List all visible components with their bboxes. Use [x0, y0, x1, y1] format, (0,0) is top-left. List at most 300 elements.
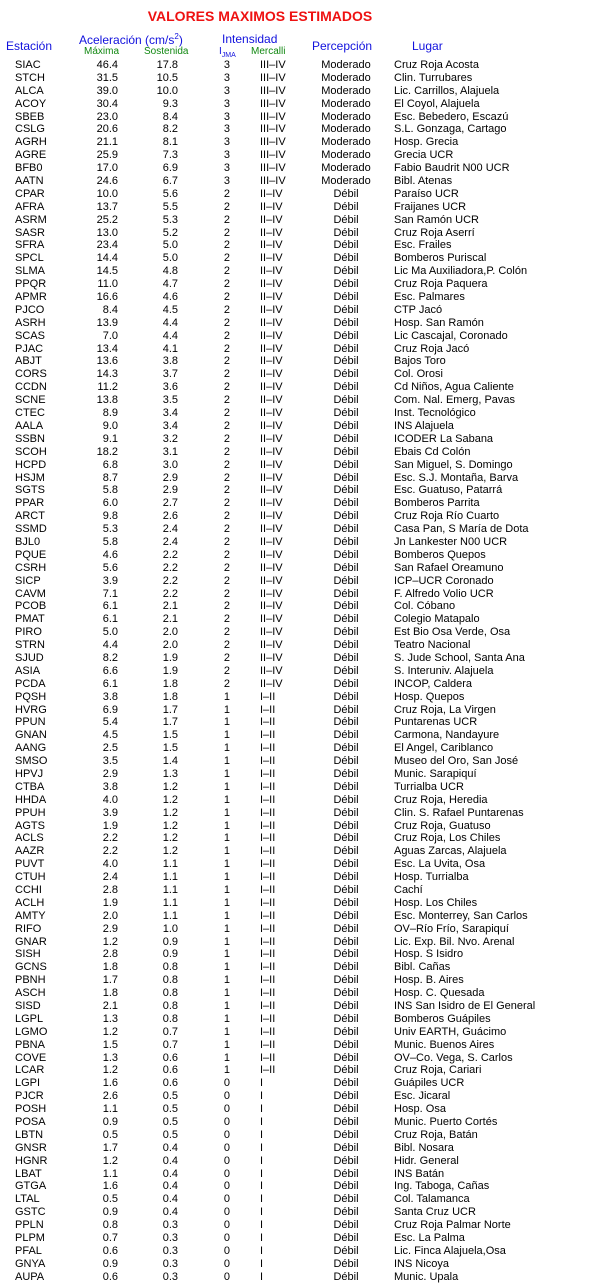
perception: Débil	[333, 1257, 359, 1270]
perception: Débil	[333, 1270, 359, 1283]
location: Cruz Roja Acosta	[394, 59, 479, 71]
table-row	[0, 1193, 590, 1206]
max-acceleration: 3.9	[102, 574, 118, 587]
location: Esc. Monterrey, San Carlos	[394, 909, 528, 922]
perception: Débil	[333, 806, 359, 819]
mercalli-intensity: I–II	[260, 819, 276, 832]
mercalli-intensity: III–IV	[260, 84, 286, 97]
jma-intensity: 1	[223, 755, 230, 768]
sustained-acceleration: 10.0	[156, 84, 178, 97]
station-code: SLMA	[15, 265, 45, 278]
station-code: CAVM	[15, 587, 46, 600]
perception: Débil	[333, 729, 359, 742]
table-row	[0, 987, 590, 1000]
mercalli-intensity: II–IV	[260, 265, 283, 278]
perception: Moderado	[321, 59, 371, 71]
location: Cruz Roja, Heredia	[394, 793, 488, 806]
mercalli-intensity: I–II	[260, 742, 276, 755]
station-code: GNSR	[15, 1141, 47, 1154]
sustained-acceleration: 8.1	[162, 136, 178, 149]
mercalli-intensity: II–IV	[260, 523, 283, 536]
perception: Débil	[333, 548, 359, 561]
jma-intensity: 3	[223, 84, 230, 97]
sustained-acceleration: 1.5	[162, 742, 178, 755]
perception: Débil	[333, 407, 359, 420]
sustained-acceleration: 8.4	[162, 110, 178, 123]
sustained-acceleration: 3.4	[162, 407, 178, 420]
sustained-acceleration: 0.8	[162, 1012, 178, 1025]
max-acceleration: 2.5	[102, 742, 118, 755]
mercalli-intensity: II–IV	[260, 187, 283, 200]
sustained-acceleration: 4.7	[162, 278, 178, 291]
table-row	[0, 459, 590, 472]
header-ijma	[219, 46, 236, 59]
mercalli-intensity: II–IV	[260, 510, 283, 523]
mercalli-intensity: I	[260, 1167, 264, 1180]
table-row	[0, 858, 590, 871]
station-code: AAZR	[15, 845, 45, 858]
station-code: SMSO	[15, 755, 48, 768]
max-acceleration: 4.4	[102, 639, 118, 652]
max-acceleration: 5.8	[102, 484, 118, 497]
perception: Débil	[333, 291, 359, 304]
mercalli-intensity: II–IV	[260, 561, 283, 574]
table-row	[0, 910, 590, 923]
jma-intensity: 1	[223, 1051, 230, 1064]
perception: Débil	[333, 200, 359, 213]
location: ICP–UCR Coronado	[394, 574, 494, 587]
mercalli-intensity: II–IV	[260, 613, 283, 626]
max-acceleration: 6.1	[102, 600, 118, 613]
location: El Angel, Cariblanco	[394, 742, 494, 755]
jma-intensity: 1	[223, 909, 230, 922]
location: Cachí	[394, 884, 423, 896]
perception: Débil	[333, 239, 359, 252]
perception: Débil	[333, 535, 359, 548]
station-code: LBTN	[15, 1128, 44, 1141]
location: Colegio Matapalo	[394, 613, 480, 626]
max-acceleration: 0.9	[102, 1116, 118, 1129]
station-code: PIRO	[15, 626, 42, 639]
max-acceleration: 11.0	[97, 278, 118, 291]
location: Hosp. Quepos	[394, 690, 465, 703]
jma-intensity: 0	[223, 1244, 230, 1257]
max-acceleration: 1.5	[102, 1038, 118, 1051]
mercalli-intensity: I	[260, 1232, 264, 1245]
max-acceleration: 1.1	[102, 1167, 118, 1180]
mercalli-intensity: III–IV	[260, 175, 286, 188]
sustained-acceleration: 3.4	[162, 419, 178, 432]
location: Santa Cruz UCR	[394, 1206, 476, 1219]
table-row	[0, 330, 590, 343]
header-acceleration-exponent: 2	[174, 32, 179, 41]
station-code: PPAR	[15, 497, 45, 510]
mercalli-intensity: II–IV	[260, 213, 283, 226]
table-row	[0, 343, 590, 356]
station-code: SSMD	[15, 523, 47, 536]
table-row	[0, 59, 590, 72]
station-code: SCOH	[15, 445, 47, 458]
mercalli-intensity: I–II	[260, 845, 276, 858]
sustained-acceleration: 1.2	[162, 832, 178, 845]
mercalli-intensity: III–IV	[260, 97, 286, 110]
table-row	[0, 111, 590, 124]
location: Lic Ma Auxiliadora,P. Colón	[394, 265, 528, 278]
mercalli-intensity: II–IV	[260, 342, 283, 355]
mercalli-intensity: II–IV	[260, 407, 283, 420]
location: Cruz Roja Jacó	[394, 342, 470, 355]
sustained-acceleration: 5.2	[162, 226, 178, 239]
perception: Débil	[333, 303, 359, 316]
mercalli-intensity: I–II	[260, 922, 276, 935]
mercalli-intensity: III–IV	[260, 136, 286, 149]
jma-intensity: 1	[223, 987, 230, 1000]
max-acceleration: 23.0	[96, 110, 118, 123]
station-code: SPCL	[15, 252, 44, 265]
station-code: ACLS	[15, 832, 44, 845]
location: Col. Orosi	[394, 368, 443, 381]
mercalli-intensity: I–II	[260, 1000, 276, 1013]
perception: Débil	[333, 626, 359, 639]
location: Esc. Bebedero, Escazú	[394, 110, 509, 123]
station-code: SISH	[15, 948, 41, 961]
max-acceleration: 0.5	[102, 1128, 118, 1141]
jma-intensity: 1	[223, 922, 230, 935]
perception: Débil	[333, 922, 359, 935]
max-acceleration: 14.5	[96, 265, 118, 278]
max-acceleration: 0.6	[102, 1244, 118, 1257]
mercalli-intensity: I	[260, 1270, 264, 1283]
location: Aguas Zarcas, Alajuela	[394, 845, 507, 858]
sustained-acceleration: 6.9	[162, 162, 178, 175]
station-code: CSLG	[15, 123, 45, 136]
max-acceleration: 8.4	[102, 303, 118, 316]
jma-intensity: 0	[223, 1193, 230, 1206]
location: Esc. Guatuso, Patarrá	[394, 484, 503, 497]
location: Bomberos Parrita	[394, 497, 480, 510]
station-code: ABJT	[15, 355, 42, 368]
perception: Débil	[333, 278, 359, 291]
jma-intensity: 2	[223, 342, 230, 355]
location: INS Batán	[394, 1167, 445, 1180]
mercalli-intensity: I–II	[260, 767, 276, 780]
mercalli-intensity: I–II	[260, 780, 276, 793]
header-sostenida: Sostenida	[144, 46, 189, 57]
max-acceleration: 1.7	[102, 974, 118, 987]
location: Hidr. General	[394, 1154, 459, 1167]
perception: Moderado	[321, 71, 371, 84]
perception: Débil	[333, 497, 359, 510]
table-row	[0, 832, 590, 845]
location: Clin. Turrubares	[394, 71, 473, 84]
max-acceleration: 5.6	[102, 561, 118, 574]
max-acceleration: 2.6	[102, 1090, 118, 1103]
location: Esc. La Uvita, Osa	[394, 858, 486, 871]
location: San Miguel, S. Domingo	[394, 458, 513, 471]
table-row	[0, 497, 590, 510]
mercalli-intensity: I–II	[260, 1051, 276, 1064]
jma-intensity: 3	[223, 149, 230, 162]
mercalli-intensity: II–IV	[260, 664, 283, 677]
sustained-acceleration: 0.3	[162, 1244, 178, 1257]
table-row	[0, 1155, 590, 1168]
perception: Débil	[333, 909, 359, 922]
perception: Débil	[333, 329, 359, 342]
sustained-acceleration: 17.8	[156, 59, 178, 71]
perception: Débil	[333, 858, 359, 871]
location: Hosp. Grecia	[394, 136, 459, 149]
station-code: ASRH	[15, 316, 46, 329]
station-code: ACLH	[15, 896, 45, 909]
perception: Moderado	[321, 110, 371, 123]
sustained-acceleration: 0.5	[162, 1090, 178, 1103]
table-row	[0, 691, 590, 704]
table-row	[0, 897, 590, 910]
header-ijma-letter: I	[219, 46, 222, 57]
table-row	[0, 381, 590, 394]
max-acceleration: 10.0	[96, 187, 118, 200]
mercalli-intensity: I–II	[260, 716, 276, 729]
jma-intensity: 2	[223, 381, 230, 394]
location: San Rafael Oreamuno	[394, 561, 504, 574]
page-title: VALORES MAXIMOS ESTIMADOS	[147, 8, 373, 24]
sustained-acceleration: 1.2	[162, 780, 178, 793]
perception: Débil	[333, 780, 359, 793]
header-mercalli: Mercalli	[251, 46, 286, 57]
mercalli-intensity: II–IV	[260, 548, 283, 561]
mercalli-intensity: I–II	[260, 858, 276, 871]
max-acceleration: 2.2	[102, 845, 118, 858]
perception: Débil	[333, 755, 359, 768]
jma-intensity: 1	[223, 948, 230, 961]
table-row	[0, 1026, 590, 1039]
table-row	[0, 794, 590, 807]
header-place: Lugar	[412, 39, 443, 53]
table-row	[0, 639, 590, 652]
station-code: HCPD	[15, 458, 47, 471]
table-row	[0, 536, 590, 549]
location: Cruz Roja, Los Chiles	[394, 832, 501, 845]
sustained-acceleration: 0.6	[162, 1064, 178, 1077]
station-code: SIAC	[15, 59, 41, 71]
max-acceleration: 2.9	[102, 922, 118, 935]
sustained-acceleration: 2.2	[162, 574, 178, 587]
sustained-acceleration: 1.1	[162, 858, 178, 871]
location: Com. Nal. Emerg, Pavas	[394, 394, 516, 407]
table-row	[0, 974, 590, 987]
table-row	[0, 304, 590, 317]
perception: Débil	[333, 484, 359, 497]
mercalli-intensity: I	[260, 1077, 264, 1090]
station-code: PPUH	[15, 806, 46, 819]
max-acceleration: 17.0	[96, 162, 118, 175]
mercalli-intensity: II–IV	[260, 626, 283, 639]
perception: Débil	[333, 1116, 359, 1129]
table-row	[0, 704, 590, 717]
jma-intensity: 2	[223, 574, 230, 587]
perception: Débil	[333, 767, 359, 780]
max-acceleration: 5.8	[102, 535, 118, 548]
station-code: SISD	[15, 1000, 41, 1013]
perception: Moderado	[321, 149, 371, 162]
table-row	[0, 755, 590, 768]
max-acceleration: 7.0	[102, 329, 118, 342]
perception: Débil	[333, 871, 359, 884]
location: Cruz Roja Palmar Norte	[394, 1219, 511, 1232]
sustained-acceleration: 0.3	[162, 1270, 178, 1283]
max-acceleration: 5.4	[102, 716, 118, 729]
mercalli-intensity: II–IV	[260, 239, 283, 252]
mercalli-intensity: I–II	[260, 729, 276, 742]
sustained-acceleration: 6.7	[162, 175, 178, 188]
sustained-acceleration: 5.3	[162, 213, 178, 226]
mercalli-intensity: I–II	[260, 703, 276, 716]
max-acceleration: 0.6	[102, 1270, 118, 1283]
location: Hosp. Osa	[394, 1103, 446, 1116]
mercalli-intensity: II–IV	[260, 394, 283, 407]
jma-intensity: 1	[223, 716, 230, 729]
station-table	[0, 59, 590, 1284]
perception: Moderado	[321, 175, 371, 188]
max-acceleration: 8.7	[102, 471, 118, 484]
table-row	[0, 613, 590, 626]
location: El Coyol, Alajuela	[394, 97, 480, 110]
max-acceleration: 16.6	[96, 291, 118, 304]
jma-intensity: 0	[223, 1219, 230, 1232]
max-acceleration: 8.9	[102, 407, 118, 420]
table-row	[0, 1013, 590, 1026]
sustained-acceleration: 1.9	[162, 664, 178, 677]
sustained-acceleration: 5.6	[162, 187, 178, 200]
table-row	[0, 472, 590, 485]
max-acceleration: 1.2	[102, 1064, 118, 1077]
station-code: GNYA	[15, 1257, 46, 1270]
location: Hosp. Los Chiles	[394, 896, 478, 909]
perception: Débil	[333, 587, 359, 600]
sustained-acceleration: 1.0	[162, 922, 178, 935]
table-row	[0, 575, 590, 588]
mercalli-intensity: II–IV	[260, 419, 283, 432]
max-acceleration: 9.1	[102, 432, 118, 445]
table-row	[0, 265, 590, 278]
location: Bibl. Atenas	[394, 175, 453, 188]
max-acceleration: 1.3	[102, 1051, 118, 1064]
station-code: PQSH	[15, 690, 47, 703]
jma-intensity: 0	[223, 1257, 230, 1270]
location: Esc. La Palma	[394, 1232, 465, 1245]
jma-intensity: 1	[223, 819, 230, 832]
station-code: PPLN	[15, 1219, 44, 1232]
jma-intensity: 1	[223, 1064, 230, 1077]
sustained-acceleration: 1.5	[162, 729, 178, 742]
header-maxima: Máxima	[84, 46, 120, 57]
jma-intensity: 2	[223, 239, 230, 252]
mercalli-intensity: III–IV	[260, 149, 286, 162]
jma-intensity: 1	[223, 845, 230, 858]
sustained-acceleration: 0.4	[162, 1141, 178, 1154]
jma-intensity: 0	[223, 1232, 230, 1245]
station-code: GNAN	[15, 729, 47, 742]
jma-intensity: 1	[223, 961, 230, 974]
mercalli-intensity: III–IV	[260, 162, 286, 175]
location: Teatro Nacional	[394, 639, 471, 652]
table-row	[0, 1103, 590, 1116]
mercalli-intensity: II–IV	[260, 432, 283, 445]
sustained-acceleration: 3.6	[162, 381, 178, 394]
mercalli-intensity: II–IV	[260, 226, 283, 239]
location: Grecia UCR	[394, 149, 454, 162]
sustained-acceleration: 0.4	[162, 1180, 178, 1193]
perception: Débil	[333, 394, 359, 407]
max-acceleration: 25.2	[96, 213, 118, 226]
jma-intensity: 2	[223, 419, 230, 432]
station-code: GNAR	[15, 935, 47, 948]
sustained-acceleration: 0.7	[162, 1025, 178, 1038]
station-code: LGPL	[15, 1012, 44, 1025]
max-acceleration: 5.3	[102, 523, 118, 536]
mercalli-intensity: I	[260, 1103, 264, 1116]
table-row	[0, 961, 590, 974]
header-perception: Percepción	[312, 39, 373, 53]
max-acceleration: 13.4	[96, 342, 118, 355]
mercalli-intensity: I	[260, 1193, 264, 1206]
perception: Débil	[333, 1000, 359, 1013]
table-row	[0, 1090, 590, 1103]
station-code: AATN	[15, 175, 44, 188]
jma-intensity: 2	[223, 600, 230, 613]
sustained-acceleration: 2.2	[162, 548, 178, 561]
sustained-acceleration: 1.2	[162, 845, 178, 858]
perception: Débil	[333, 1244, 359, 1257]
table-row	[0, 239, 590, 252]
max-acceleration: 1.6	[102, 1077, 118, 1090]
table-row	[0, 523, 590, 536]
max-acceleration: 2.0	[102, 909, 118, 922]
max-acceleration: 0.5	[102, 1193, 118, 1206]
station-code: AFRA	[15, 200, 45, 213]
jma-intensity: 2	[223, 252, 230, 265]
mercalli-intensity: I–II	[260, 793, 276, 806]
perception: Débil	[333, 419, 359, 432]
table-row	[0, 1206, 590, 1219]
mercalli-intensity: II–IV	[260, 471, 283, 484]
table-row	[0, 871, 590, 884]
mercalli-intensity: I–II	[260, 884, 276, 896]
perception: Débil	[333, 1012, 359, 1025]
mercalli-intensity: I–II	[260, 961, 276, 974]
sustained-acceleration: 1.3	[162, 767, 178, 780]
station-code: COVE	[15, 1051, 47, 1064]
header-acceleration-close: )	[178, 33, 183, 47]
table-row	[0, 884, 590, 897]
location: INS Alajuela	[394, 419, 454, 432]
station-code: CCHI	[15, 884, 42, 896]
sustained-acceleration: 4.1	[162, 342, 178, 355]
station-code: SJUD	[15, 651, 44, 664]
location: Hosp. C. Quesada	[394, 987, 485, 1000]
mercalli-intensity: II–IV	[260, 303, 283, 316]
station-code: ASRM	[15, 213, 47, 226]
perception: Débil	[333, 974, 359, 987]
location: Col. Cóbano	[394, 600, 456, 613]
max-acceleration: 11.2	[97, 381, 118, 394]
sustained-acceleration: 1.1	[162, 871, 178, 884]
location: Munic. Buenos Aires	[394, 1038, 495, 1051]
sustained-acceleration: 3.8	[162, 355, 178, 368]
location: Fraijanes UCR	[394, 200, 467, 213]
location: Carmona, Nandayure	[394, 729, 500, 742]
table-row	[0, 600, 590, 613]
